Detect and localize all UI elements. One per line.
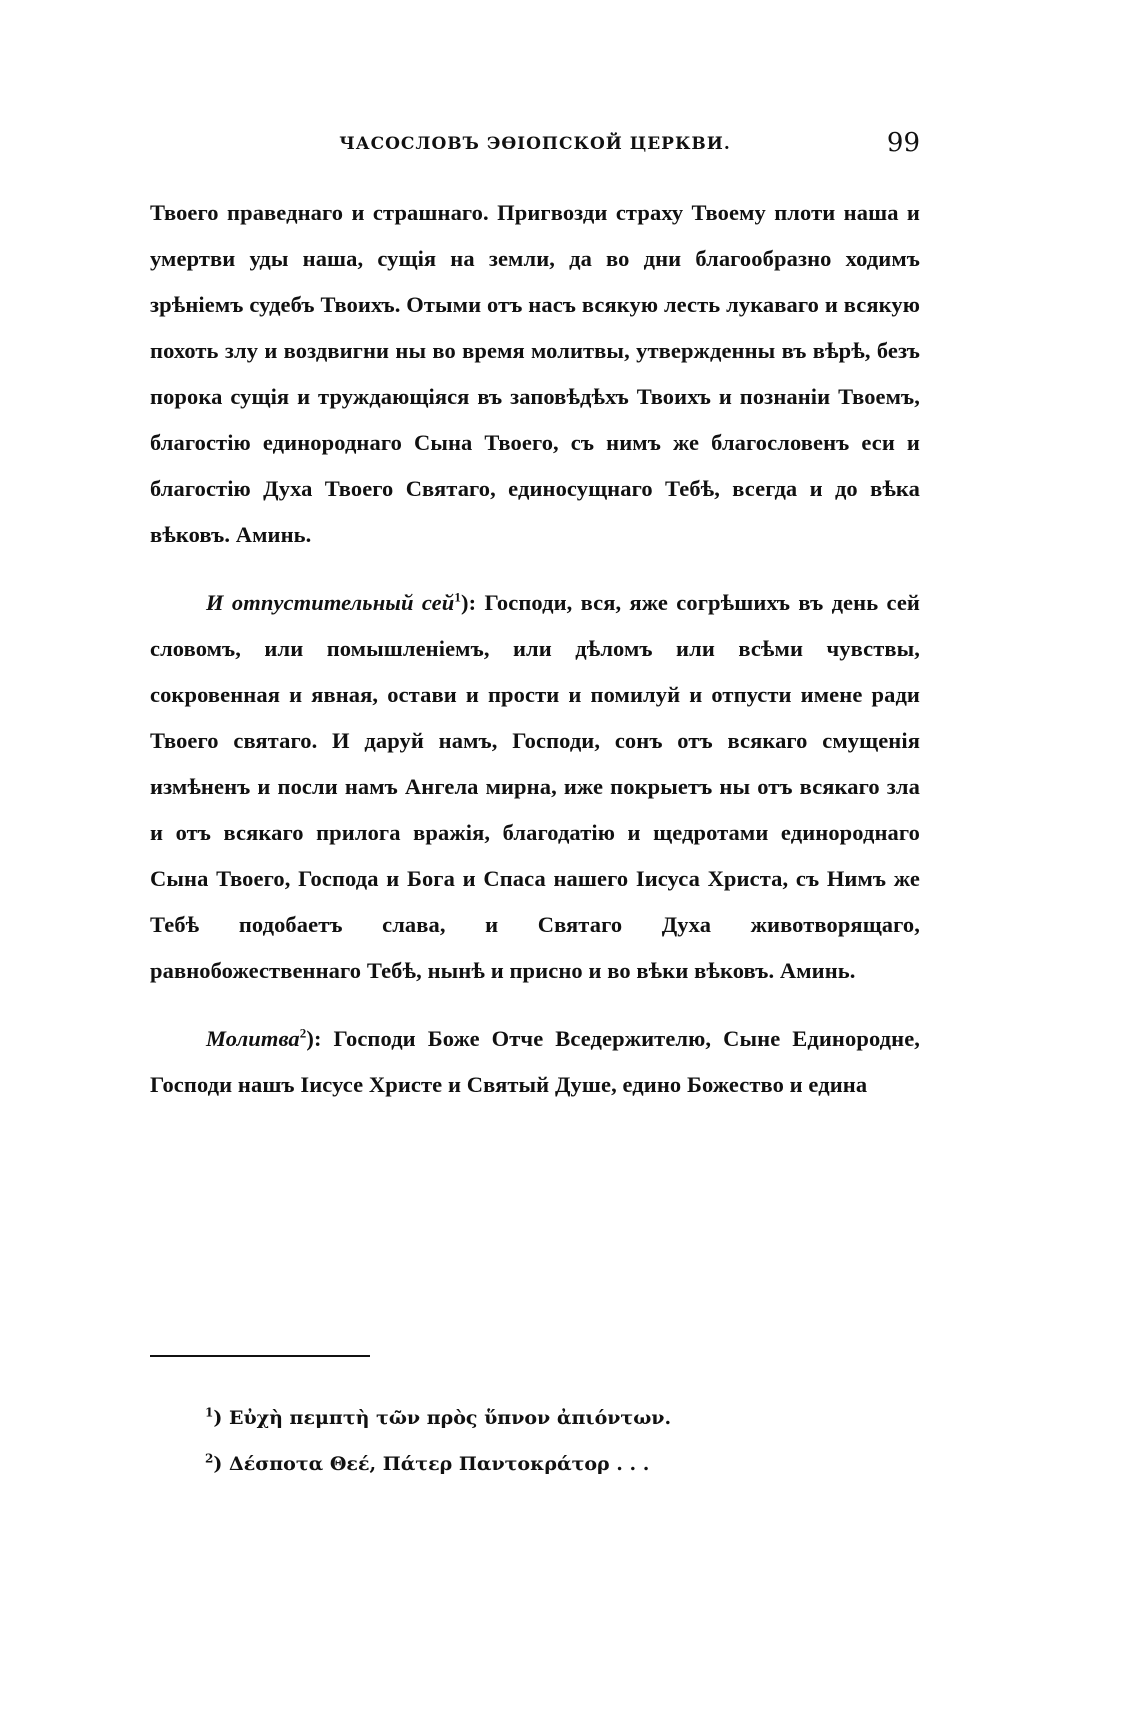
footnote	[205, 1395, 905, 1441]
paragraph-lead: И отпустительный сей	[206, 590, 455, 615]
footnote-mark: 2	[205, 1451, 214, 1466]
footnote-text: ) Εὐχὴ πεμπτὴ τῶν πρὸς ὕπνον ἀπιόντων.	[213, 1407, 672, 1429]
running-head	[150, 128, 920, 164]
paragraph-continuation	[150, 190, 920, 558]
footnote-text: ) Δέσποτα Θεέ, Πάτερ Παντοκράτορ . . .	[213, 1453, 650, 1475]
running-title: ЧАСОСЛОВЪ ЭѲІОПСКОЙ ЦЕРКВИ.	[339, 134, 731, 154]
paragraph-lead: Молитва	[206, 1026, 300, 1051]
paragraph-prayer	[150, 1016, 920, 1108]
footnote	[205, 1441, 905, 1487]
paragraph-text: ): Господи Боже Отче Вседержителю, Сыне Единородне, Господи нашъ Іисусе Христе и Святый Душе, едино Божество и едина	[150, 1026, 920, 1097]
paragraph-text: Твоего праведнаго и страшнаго. Пригвозди страху Твоему плоти наша и умертви уды наша, сущія на земли, да во дни благообразно ходимъ зрѣніемъ судебъ Твоихъ. Отыми отъ насъ всякую лесть лукаваго и всякую похоть злу и воздвигни ны во время молитвы, утвержденны въ вѣрѣ, безъ порока сущія и труждающіяся въ заповѣдѣхъ Твоихъ и познаніи Твоемъ, благостію единороднаго Сына Твоего, съ нимъ же благословенъ еси и благостію Духа Твоего Святаго, единосущнаго Тебѣ, всегда и до вѣка вѣковъ. Аминь.	[150, 200, 920, 547]
footnote-divider	[150, 1355, 370, 1357]
footnotes	[205, 1395, 905, 1487]
footnote-mark: 1	[205, 1405, 214, 1420]
paragraph-dismissal-prayer	[150, 580, 920, 994]
body-text	[150, 190, 920, 1108]
page-number: 99	[886, 128, 920, 158]
footnote-ref: 2	[299, 1025, 307, 1041]
paragraph-text: ): Господи, вся, яже согрѣшихъ въ день сей словомъ, или помышленіемъ, или дѣломъ или всѣми чувствы, сокровенная и явная, остави и прости и помилуй и отпусти имене ради Твоего святаго. И даруй намъ, Господи, сонъ отъ всякаго смущенія измѣненъ и посли намъ Ангела мирна, иже покрыетъ ны отъ всякаго зла и отъ всякаго прилога вражія, благодатію и щедротами единороднаго Сына Твоего, Господа и Бога и Спаса нашего Іисуса Христа, съ Нимъ же Тебѣ подобаетъ слава, и Святаго Духа животворящаго, равнобожественнаго Тебѣ, нынѣ и присно и во вѣки вѣковъ. Аминь.	[150, 590, 920, 983]
footnote-ref: 1	[454, 589, 461, 605]
